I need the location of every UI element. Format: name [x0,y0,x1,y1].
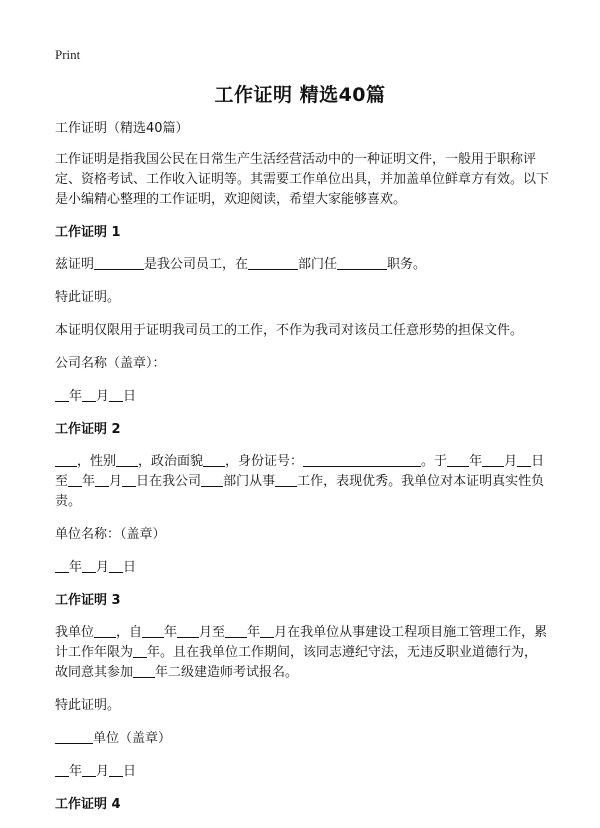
fill-blank [517,452,531,467]
section-1-date: 年 月 日 [55,387,550,407]
section-heading-4: 工作证明 4 [55,797,121,812]
fill-blank [55,558,69,573]
fill-blank [95,472,109,487]
fill-blank [82,558,96,573]
fill-blank [55,762,69,777]
document-subtitle: 工作证明（精选40篇） [55,121,189,136]
fill-blank [201,472,223,487]
fill-blank [122,472,136,487]
section-heading-3: 工作证明 3 [55,593,121,608]
section-heading-2: 工作证明 2 [55,422,121,437]
fill-blank [447,452,469,467]
fill-blank [109,558,123,573]
section-1-line-3: 本证明仅限用于证明我司员工的工作，不作为我司对该员工任意形势的担保文件。 [55,323,524,338]
fill-blank [82,387,96,402]
fill-blank [248,255,298,270]
fill-blank [260,623,274,638]
fill-blank [337,255,387,270]
fill-blank [55,729,93,744]
fill-blank [55,387,69,402]
fill-blank [275,472,297,487]
fill-blank [116,452,138,467]
fill-blank [94,255,144,270]
fill-blank [133,643,147,658]
fill-blank [133,663,155,678]
intro-paragraph: 工作证明是指我国公民在日常生产生活经营活动中的一种证明文件，一般用于职称评定、资格考试、工作收入证明等。其需要工作单位出具，并加盖单位鲜章方有效。以下是小编精心整理的工作证明，欢迎阅读，希望大家能够喜欢。 [55,152,550,207]
section-3-date: 年 月 日 [55,762,550,782]
fill-blank [68,472,82,487]
section-2-unit-name: 单位名称：（盖章） [55,527,166,542]
section-2-date: 年 月 日 [55,558,550,578]
fill-blank [303,452,421,467]
fill-blank [109,762,123,777]
print-link[interactable]: Print [55,47,81,62]
fill-blank [203,452,225,467]
section-1-line-1: 兹证明 是我公司员工，在 部门任 职务。 [55,257,427,272]
fill-blank [482,452,504,467]
section-2-body: ，性别 ，政治面貌 ，身份证号： 。于 年 月 日至 年 月 日在我公司 部门从事 工作，表现优秀。我单位对本证明真实性负责。 [55,454,545,509]
section-1-line-2: 特此证明。 [55,290,121,305]
page-title: 工作证明 精选40篇 [214,84,386,106]
fill-blank [109,387,123,402]
fill-blank [177,623,199,638]
fill-blank [142,623,164,638]
section-3-body: 我单位 ，自 年 月至 年 月在我单位从事建设工程项目施工管理工作，累计工作年限为 年。且在我单位工作期间，该同志遵纪守法，无违反职业道德行为，故同意其参加 年二级建造师考试报名。 [55,625,548,680]
section-heading-1: 工作证明 1 [55,225,121,240]
fill-blank [225,623,247,638]
fill-blank [82,762,96,777]
fill-blank [55,452,77,467]
document-body [55,119,550,827]
section-3-line-2: 特此证明。 [55,698,121,713]
section-3-unit-seal: 单位（盖章） [55,729,550,749]
section-1-company-name: 公司名称（盖章）： [55,356,166,371]
fill-blank [94,623,116,638]
